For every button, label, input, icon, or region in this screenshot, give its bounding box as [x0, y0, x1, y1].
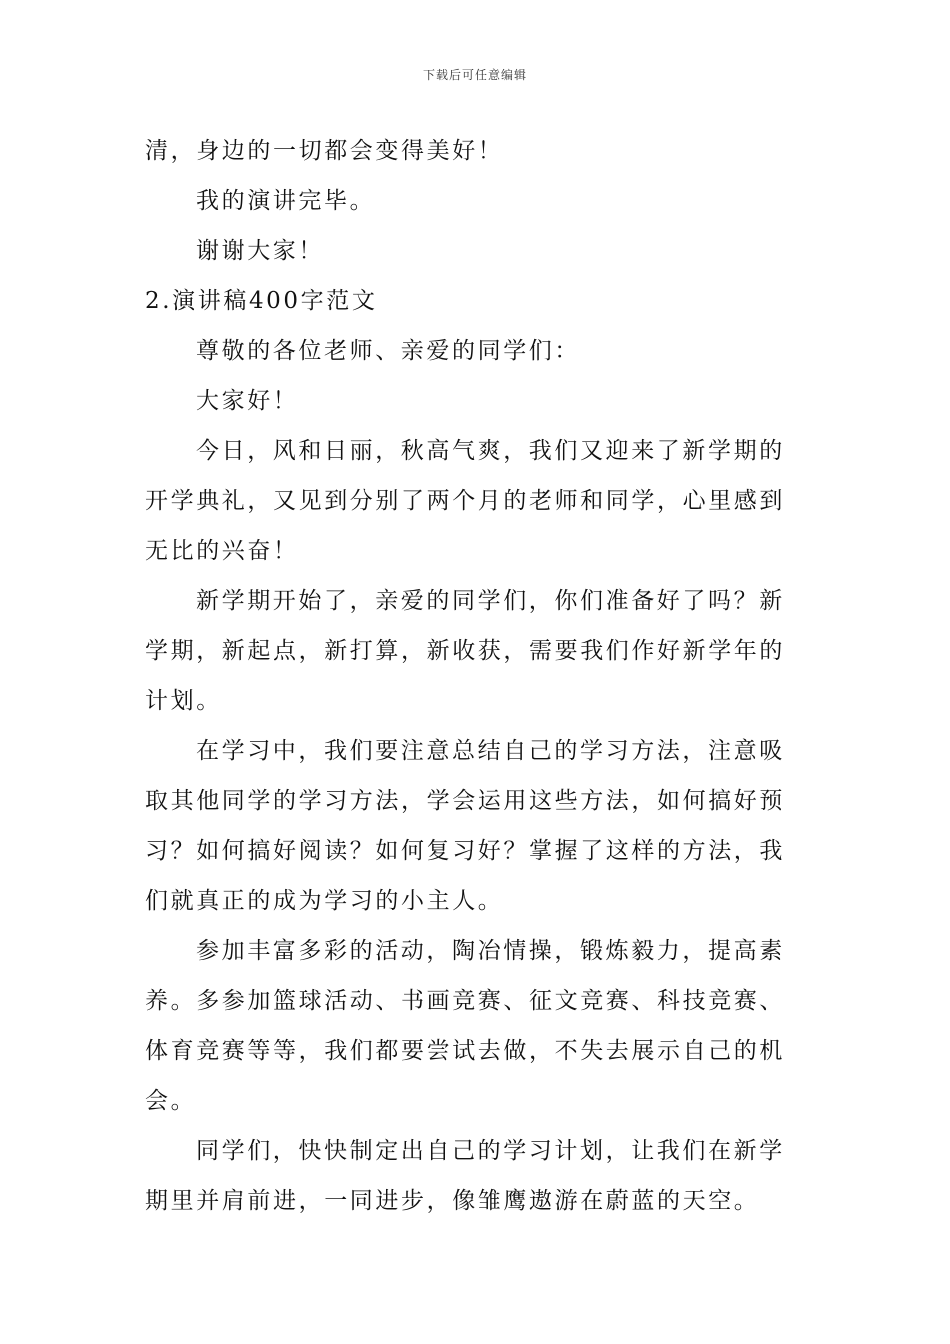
greeting: 大家好！ [196, 388, 299, 414]
section-heading: 2.演讲稿400字范文 [145, 288, 378, 314]
text-line: 今日，风和日丽，秋高气爽，我们又迎来了新学期的 [196, 438, 785, 464]
text-line: 会。 [145, 1088, 197, 1114]
text-line: 习？如何搞好阅读？如何复习好？掌握了这样的方法，我 [145, 838, 785, 864]
text-line: 们就真正的成为学习的小主人。 [145, 888, 504, 914]
text-line: 期里并肩前进，一同进步，像雏鹰遨游在蔚蓝的天空。 [145, 1188, 760, 1214]
salutation: 尊敬的各位老师、亲爱的同学们： [196, 338, 580, 364]
text-line: 学期，新起点，新打算，新收获，需要我们作好新学年的 [145, 638, 785, 664]
document-body [145, 126, 810, 1226]
text-line: 同学们，快快制定出自己的学习计划，让我们在新学 [196, 1138, 785, 1164]
page-header: 下载后可任意编辑 [422, 68, 527, 82]
text-line: 取其他同学的学习方法，学会运用这些方法，如何搞好预 [145, 788, 785, 814]
text-line: 养。多参加篮球活动、书画竞赛、征文竞赛、科技竞赛、 [145, 988, 785, 1014]
text-line: 无比的兴奋！ [145, 538, 299, 564]
text-line: 清，身边的一切都会变得美好！ [145, 138, 504, 164]
text-line: 在学习中，我们要注意总结自己的学习方法，注意吸 [196, 738, 785, 764]
text-line: 体育竞赛等等，我们都要尝试去做，不失去展示自己的机 [145, 1038, 785, 1064]
text-line: 开学典礼，又见到分别了两个月的老师和同学，心里感到 [145, 488, 785, 514]
text-line: 新学期开始了，亲爱的同学们，你们准备好了吗？新 [196, 588, 785, 614]
text-line: 计划。 [145, 688, 222, 714]
text-line: 谢谢大家！ [196, 238, 324, 264]
text-line: 参加丰富多彩的活动，陶冶情操，锻炼毅力，提高素 [196, 938, 785, 964]
text-line: 我的演讲完毕。 [196, 188, 376, 214]
